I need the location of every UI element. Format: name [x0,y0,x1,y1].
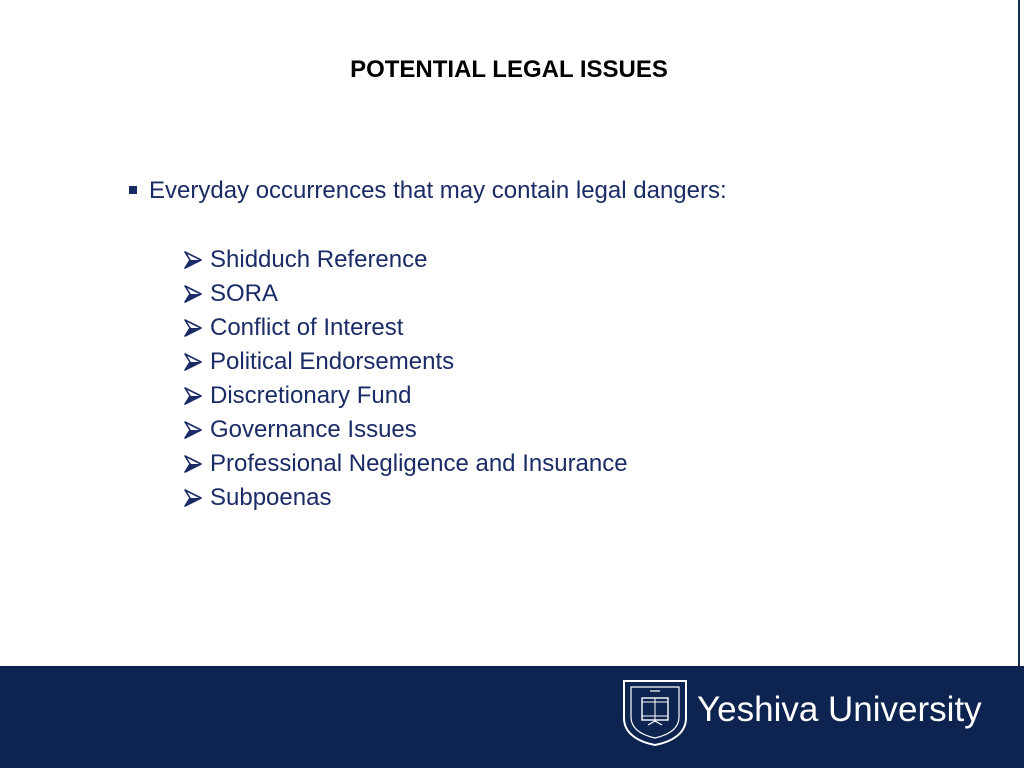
university-seal-icon [620,678,690,746]
sub-bullet-text: Subpoenas [210,484,332,511]
university-wordmark: Yeshiva University [697,690,982,729]
sub-bullet-item [183,311,628,345]
lead-bullet-item [129,175,727,207]
lead-bullet-text: Everyday occurrences that may contain legal dangers: [149,177,727,204]
arrowhead-bullet-icon [183,421,203,439]
arrowhead-bullet-icon [183,387,203,405]
sub-bullet-item [183,447,628,481]
sub-bullet-text: Conflict of Interest [210,314,404,341]
arrowhead-bullet-icon [183,353,203,371]
sub-bullet-item [183,481,628,515]
arrowhead-bullet-icon [183,319,203,337]
arrowhead-bullet-icon [183,285,203,303]
sub-bullet-text: Political Endorsements [210,348,455,375]
arrowhead-bullet-icon [183,251,203,269]
sub-bullet-text: SORA [210,280,279,307]
sub-bullet-item [183,277,628,311]
arrowhead-bullet-icon [183,489,203,507]
sub-bullet-item [183,243,628,277]
arrowhead-bullet-icon [183,455,203,473]
sub-bullet-text: Professional Negligence and Insurance [210,450,628,477]
sub-bullet-item [183,413,628,447]
sub-bullet-list [183,243,628,515]
slide-edge-rule [1018,0,1020,666]
slide-title: POTENTIAL LEGAL ISSUES [350,56,668,83]
sub-bullet-text: Discretionary Fund [210,382,412,409]
sub-bullet-item [183,379,628,413]
square-bullet-icon [129,186,137,194]
sub-bullet-text: Shidduch Reference [210,246,428,273]
sub-bullet-text: Governance Issues [210,416,417,443]
sub-bullet-item [183,345,628,379]
